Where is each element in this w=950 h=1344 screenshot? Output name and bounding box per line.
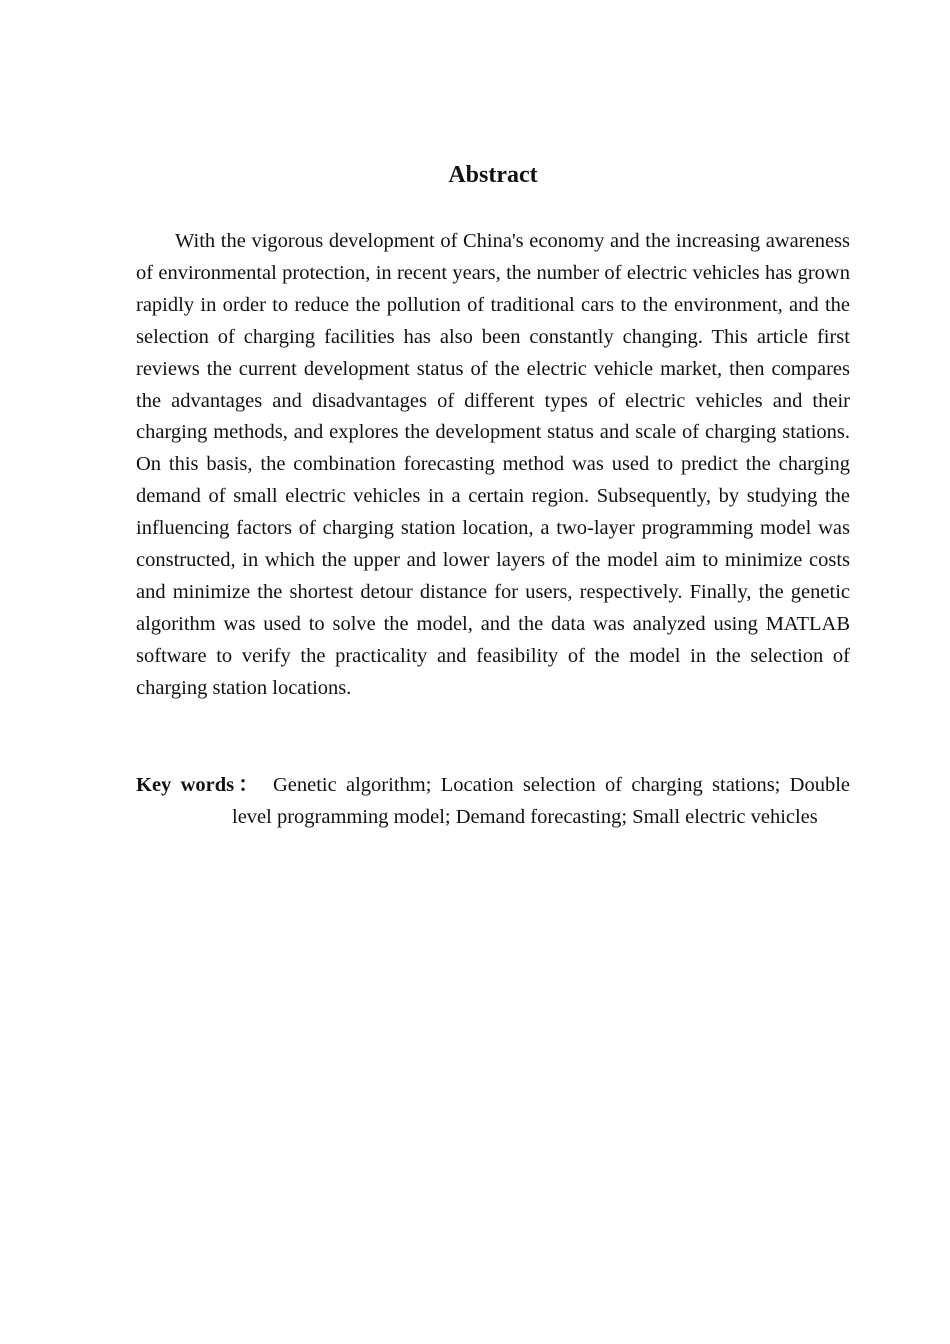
abstract-paragraph: With the vigorous development of China's economy and the increasing awareness of environmental protection, in recent years, the number of electric vehicles has grown rapidly in order to reduce the pollution of traditional cars to the environment, and the selection of charging facilities has also been constantly changing. This article first reviews the current development status of the electric vehicle market, then compares the advantages and disadvantages of different types of electric vehicles and their charging methods, and explores the development status and scale of charging stations. On this basis, the combination forecasting method was used to predict the charging demand of small electric vehicles in a certain region. Subsequently, by studying the influencing factors of charging station location, a two-layer programming model was constructed, in which the upper and lower layers of the model aim to minimize costs and minimize the shortest detour distance for users, respectively. Finally, the genetic algorithm was used to solve the model, and the data was analyzed using MATLAB software to verify the practicality and feasibility of the model in the selection of charging station locations.	[136, 230, 850, 699]
keywords-separator: ：	[234, 774, 263, 796]
keywords-block	[136, 769, 850, 833]
keywords-label: Key words	[136, 774, 235, 796]
keywords-text: Genetic algorithm; Location selection of charging stations; Double level programming model; Demand forecasting; Small electric vehicles	[232, 774, 851, 828]
abstract-title: Abstract	[448, 162, 538, 188]
